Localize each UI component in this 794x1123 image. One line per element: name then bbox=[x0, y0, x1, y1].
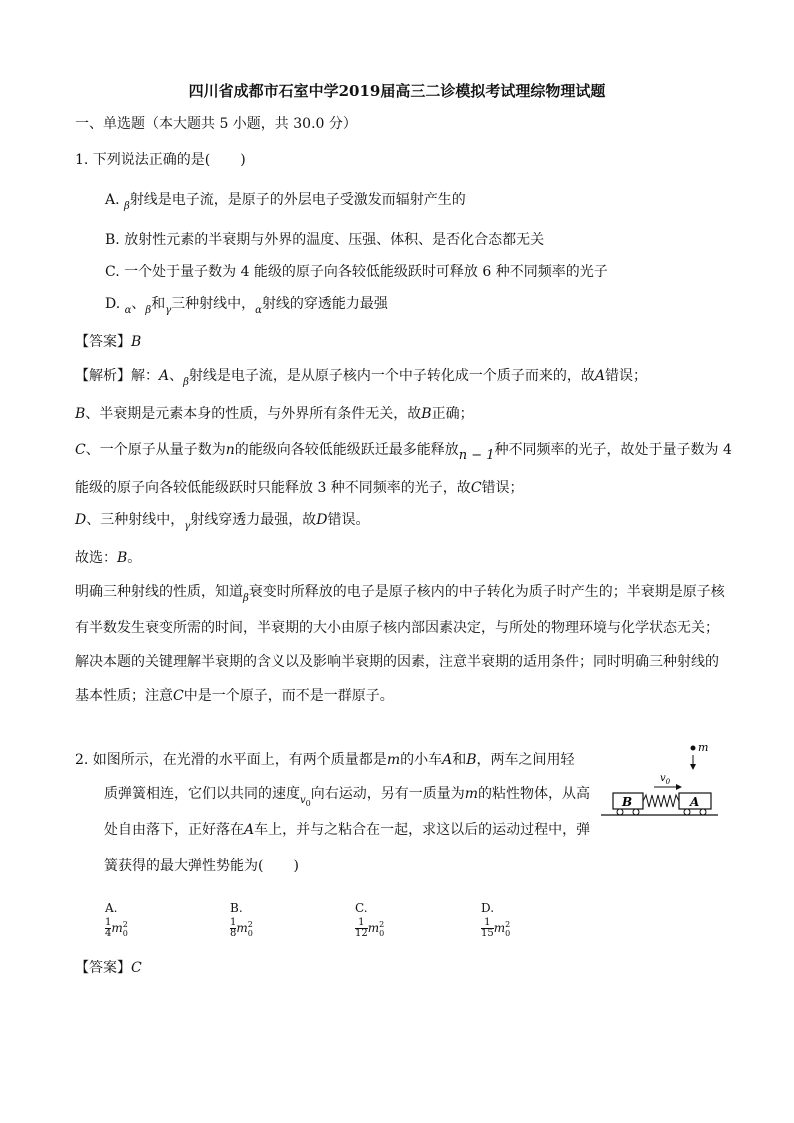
q2-option-d: D. $\frac{1}{15}$ m 2 0 bbox=[481, 901, 511, 939]
beta-symbol: β bbox=[243, 593, 249, 604]
q1-option-d: D. $_\alpha$、$_\beta$和$_\gamma$三种射线中，$_\alpha$射线的穿透能力最强 bbox=[105, 296, 388, 316]
svg-text:A: A bbox=[690, 795, 700, 809]
q2-stem-line-4: 簧获得的最大弹性势能为( ) bbox=[104, 858, 299, 874]
q2-answer: 【答案】C bbox=[75, 960, 142, 976]
page-title: 四川省成都市石室中学2019届高三二诊模拟考试理综物理试题 bbox=[188, 82, 606, 100]
q1-note-line-4: 基本性质；注意C中是一个原子，而不是一群原子。 bbox=[75, 688, 394, 704]
beta-symbol: β bbox=[183, 377, 189, 388]
beta-symbol: β bbox=[124, 201, 130, 212]
q2-stem-line-1: 2. 如图所示，在光滑的水平面上，有两个质量都是m的小车A和B，两车之间用轻 bbox=[75, 752, 575, 768]
gamma-symbol: γ bbox=[184, 521, 191, 532]
q1-analysis-line-4: 能级的原子向各较低能级跃时只能释放 3 种不同频率的光子，故C错误； bbox=[75, 480, 524, 496]
q1-option-b: B. 放射性元素的半衰期与外界的温度、压强、体积、是否化合态都无关 bbox=[105, 232, 545, 248]
cart-spring-figure bbox=[596, 740, 720, 822]
q1-option-c: C. 一个处于量子数为 4 能级的原子向各较低能级跃时可释放 6 种不同频率的光子 bbox=[105, 264, 608, 280]
svg-text:B: B bbox=[622, 795, 633, 809]
q2-option-b: B. $\frac{1}{8}$ m 2 0 bbox=[230, 901, 253, 939]
q2-stem-line-3: 处自由落下，正好落在A车上，并与之粘合在一起，求这以后的运动过程中，弹 bbox=[104, 822, 591, 838]
q1-stem-close: ) bbox=[240, 152, 246, 168]
q1-stem bbox=[75, 150, 246, 170]
q1-analysis-line-3: C、一个原子从量子数为n的能级向各较低能级跃迁最多能释放n − 1种不同频率的光子，故处于量子数为 4 bbox=[75, 442, 732, 463]
q1-option-a: A. $_\beta$射线是电子流，是原子的外层电子受激发而辐射产生的 bbox=[105, 192, 466, 212]
q2-option-a: A. $\frac{1}{4}$ m 2 0 bbox=[105, 901, 128, 939]
alpha-symbol: α bbox=[124, 305, 132, 316]
q1-analysis-line-2: B、半衰期是元素本身的性质，与外界所有条件无关，故B正确； bbox=[75, 406, 474, 422]
q1-stem-text: 1. 下列说法正确的是( bbox=[75, 152, 211, 168]
q2-stem-line-2: 质弹簧相连，它们以共同的速度$_{v0}$向右运动，另有一质量为m的粘性物体，从高 bbox=[104, 786, 591, 808]
q1-analysis-line-1: 【解析】解：A、$_\beta$射线是电子流，是从原子核内一个中子转化成一个质子而来的，故A错误； bbox=[75, 368, 648, 388]
q1-answer: 【答案】B bbox=[75, 334, 142, 350]
q1-note-line-3: 解决本题的关键理解半衰期的含义以及影响半衰期的因素，注意半衰期的适用条件；同时明确三种射线的 bbox=[75, 654, 719, 670]
q1-analysis-line-5: D、三种射线中，$_\gamma$射线穿透力最强，故D错误。 bbox=[75, 512, 370, 532]
section-heading: 一、单选题（本大题共 5 小题，共 30.0 分） bbox=[75, 116, 357, 132]
falling-mass-dot bbox=[691, 746, 696, 751]
mass-label: m bbox=[698, 741, 709, 754]
velocity-label: $v_0$ bbox=[660, 773, 671, 786]
q1-note-line-2: 有半数发生衰变所需的时间，半衰期的大小由原子核内部因素决定，与所处的物理环境与化学状态无关； bbox=[75, 620, 719, 636]
gamma-symbol: γ bbox=[165, 305, 172, 316]
spring bbox=[643, 795, 679, 807]
q1-choose: 故选：B。 bbox=[75, 550, 142, 566]
beta-symbol: β bbox=[145, 305, 152, 316]
q2-option-c: C. $\frac{1}{12}$ m 2 0 bbox=[355, 901, 385, 939]
q1-note-line-1: 明确三种射线的性质，知道$_\beta$衰变时所释放的电子是原子核内的中子转化为质子时产生的；半衰期是原子核 bbox=[75, 584, 725, 604]
alpha-symbol: α bbox=[255, 305, 262, 316]
